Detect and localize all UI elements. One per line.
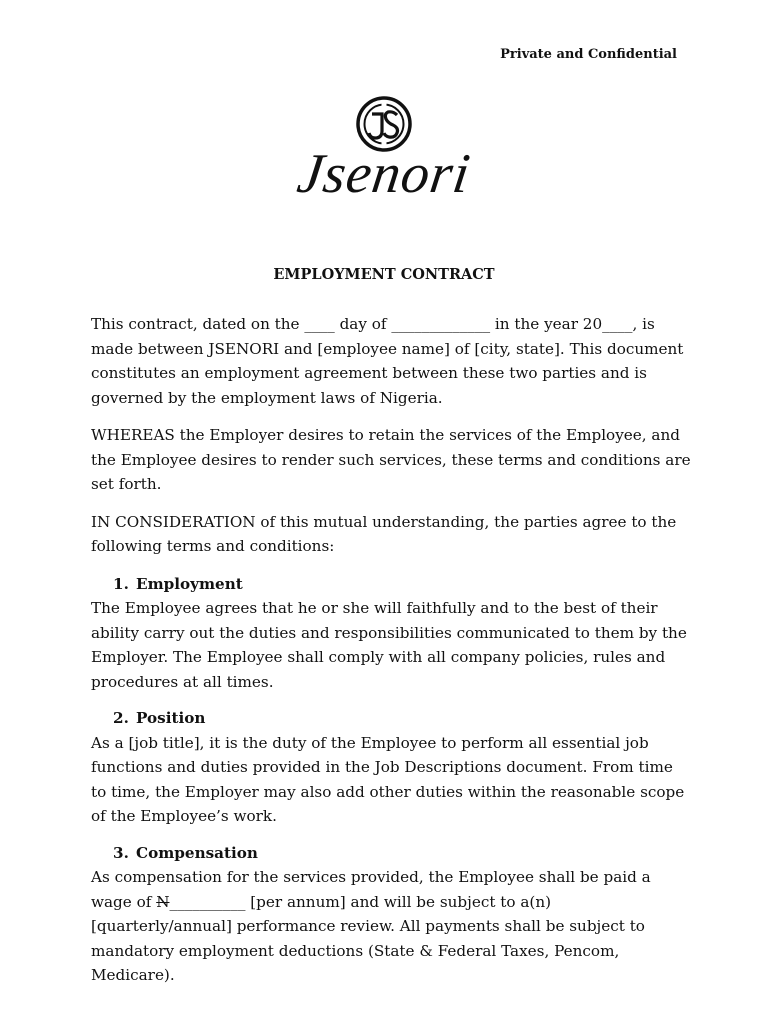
section-body-compensation bbox=[91, 865, 691, 988]
compensation-text-prefix: As compensation for the services provided, the Employee shall be paid a wage of bbox=[91, 868, 651, 911]
compensation-text-suffix: __________ [per annum] and will be subject to a(n) [quarterly/annual] performance review. All payments shall be subject to mandatory employment deductions (State & Federal Taxes, Pencom, Medicare). bbox=[91, 892, 645, 984]
section-body-employment: The Employee agrees that he or she will faithfully and to the best of their ability carry out the duties and responsibilities communicated to them by the Employer. The Employee shall comply with all company policies, rules and procedures at all times. bbox=[91, 599, 687, 691]
confidential-label: Private and Confidential bbox=[500, 47, 677, 62]
company-wordmark: Jsenori bbox=[293, 143, 475, 205]
section-number: 2. bbox=[113, 709, 129, 727]
document-title: EMPLOYMENT CONTRACT bbox=[273, 266, 495, 283]
consideration-paragraph: IN CONSIDERATION of this mutual understanding, the parties agree to the following terms and conditions: bbox=[91, 512, 677, 555]
naira-symbol: N bbox=[156, 892, 170, 911]
section-number: 3. bbox=[113, 843, 129, 862]
section-title: Compensation bbox=[136, 843, 258, 862]
section-title: Position bbox=[136, 709, 206, 727]
section-heading-employment bbox=[91, 572, 691, 597]
section-heading-compensation bbox=[91, 841, 691, 866]
intro-paragraph: This contract, dated on the ____ day of _____________ in the year 20____, is made between JSENORI and [employee name] of [city, state]. This document constitutes an employment agreement between these two parties and is governed by the employment laws of Nigeria. bbox=[91, 315, 684, 407]
section-heading-position bbox=[91, 706, 691, 731]
section-number: 1. bbox=[113, 574, 129, 593]
document-body bbox=[91, 312, 691, 1000]
section-title: Employment bbox=[136, 574, 243, 593]
whereas-paragraph: WHEREAS the Employer desires to retain the services of the Employee, and the Employee desires to render such services, these terms and conditions are set forth. bbox=[91, 426, 691, 493]
section-body-position: As a [job title], it is the duty of the Employee to perform all essential job functions and duties provided in the Job Descriptions document. From time to time, the Employer may also add other duties within the reasonable scope of the Employee’s work. bbox=[91, 733, 685, 825]
